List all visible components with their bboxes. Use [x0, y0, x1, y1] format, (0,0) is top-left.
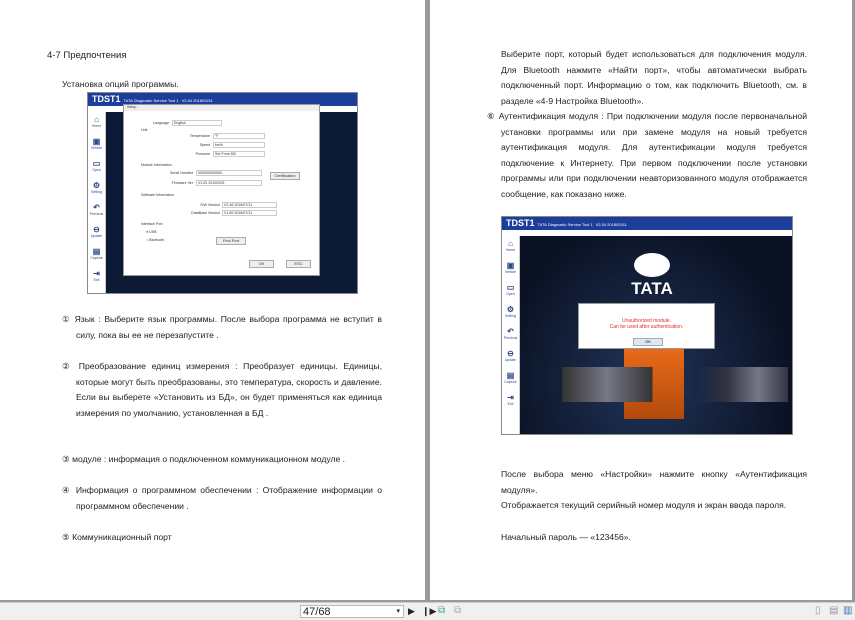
list-item: ⑥ Аутентификация модуля : При подключении модуля после первоначальной установки программы или при замене модуля на новый требуется аутентификация модуля. Для аутентификации модуля требуется подключение к Интернету. При первом подключении после установки программы или при подключении неавторизованного модуля отображается сообщение, как показано ниже. — [487, 111, 808, 199]
sidebar-item-exit[interactable]: ⇥ Exit — [93, 269, 100, 282]
pressure-select[interactable]: Set From DB — [213, 151, 265, 157]
left-page — [0, 0, 425, 600]
single-page-view-icon[interactable]: ▯ — [815, 605, 821, 616]
firmware-label: Firmware Ver — [171, 181, 193, 185]
page-number-input[interactable]: 47/68 ▾ — [300, 605, 404, 618]
app-header: TDST1 TATA Diagnostic Service Tool 1 V2.04 2018/03/11 — [502, 217, 792, 230]
two-page-view-icon[interactable]: ▥ — [843, 605, 853, 616]
temperature-label: Temperature — [189, 134, 210, 138]
db-version-value: V1.89 2018/07/11 — [222, 210, 277, 216]
speed-select[interactable]: km/h — [213, 142, 265, 148]
sidebar-item-setting[interactable]: ⚙ Setting — [505, 305, 516, 318]
sidebar-item-capture[interactable]: ▤ Capture — [504, 371, 517, 384]
sidebar-item-home[interactable]: ⌂ Home — [91, 115, 102, 128]
speed-label: Speed — [199, 143, 210, 147]
app-header: TDST1 TATA Diagnostic Service Tool 1 V2.04 2018/03/11 — [88, 93, 357, 106]
sidebar-item-exit[interactable]: ⇥ Exit — [507, 393, 514, 406]
section-heading: 4-7 Предпочтения — [47, 50, 127, 61]
interface-port-label: Interface Port — [141, 222, 163, 226]
dropdown-icon[interactable]: ▾ — [396, 608, 400, 615]
alert-message-line-1: Unauthorized module. — [622, 318, 671, 324]
language-label: Language — [153, 121, 169, 125]
after-text-2: Отображается текущий серийный номер модуля и экран ввода пароля. — [501, 500, 787, 510]
firmware-value: V1.81 2019/02/5 — [196, 180, 262, 186]
sw-version-label: S/W Version — [200, 203, 220, 207]
setup-dialog — [123, 104, 320, 276]
ok-button[interactable]: OK — [249, 260, 274, 268]
software-info-label: Software Information — [141, 193, 175, 197]
sidebar-item-capture[interactable]: ▤ Capture — [90, 247, 103, 260]
tata-logo-icon — [634, 253, 670, 277]
find-port-button[interactable]: Find Port — [216, 237, 246, 245]
sidebar-item-setting[interactable]: ⚙ Setting — [91, 181, 102, 194]
copy-icon[interactable]: ⧉ — [438, 605, 446, 616]
next-page-icon[interactable]: ▶ — [408, 606, 415, 616]
after-text-1: После выбора меню «Настройки» нажмите кнопку «Аутентификация модуля». — [501, 469, 807, 495]
serial-number-label: Serial Number — [170, 171, 193, 175]
list-item: ① Язык : Выберите язык программы. После выбора программа не вступит в силу, пока вы ее не перезапустите . — [62, 314, 382, 340]
sidebar-item-vehicle[interactable]: ▣ Vehicle — [504, 261, 517, 274]
pressure-label: Pressure — [195, 152, 210, 156]
sw-version-value: V2.46 2018/07/11 — [222, 202, 277, 208]
after-text-3: Начальный пароль — «123456». — [501, 532, 631, 542]
tata-logo-text: TATA — [631, 279, 673, 298]
right-page — [430, 0, 852, 600]
db-version-label: DataBase Version — [191, 211, 220, 215]
sidebar-item-update[interactable]: ⊖ Update — [90, 225, 103, 238]
usb-radio[interactable]: ● USB — [146, 230, 157, 234]
sidebar-item-open[interactable]: ▭ Open — [92, 159, 101, 172]
sidebar-item-previous[interactable]: ↶ Previous — [503, 327, 518, 340]
port-paragraph: Выберите порт, который будет использоваться для подключения модуля. Для Bluetooth нажмите «Найти порт», чтобы автоматически выбрать подключенный порт. Информацию о том, как подключить Bluetooth, см. в разделе «4-9 Настройка Bluetooth». — [501, 49, 807, 106]
intro-text: Установка опций программы. — [62, 79, 179, 89]
app-sidebar — [88, 112, 106, 293]
module-info-label: Module information — [141, 163, 172, 167]
sidebar-item-previous[interactable]: ↶ Previous — [89, 203, 104, 216]
alert-message-line-2: Can be used after authentication. — [609, 324, 684, 330]
sidebar-item-home[interactable]: ⌂ Home — [505, 239, 516, 252]
sidebar-item-vehicle[interactable]: ▣ Vehicle — [90, 137, 103, 150]
list-item: ③ модуле : информация о подключенном коммуникационном модуле . — [62, 454, 346, 464]
app-sidebar — [502, 236, 520, 434]
unauthorized-alert — [578, 303, 715, 349]
dialog-title: Setup — [124, 105, 319, 111]
esc-button[interactable]: ESC — [286, 260, 311, 268]
temperature-select[interactable]: °F — [213, 133, 265, 139]
paste-icon[interactable]: ⧉ — [454, 605, 462, 616]
last-page-icon[interactable]: ❙▶ — [422, 606, 437, 616]
certification-button[interactable]: Certification — [270, 172, 300, 180]
sidebar-item-update[interactable]: ⊖ Update — [504, 349, 517, 362]
list-item: ④ Информация о программном обеспечении : Отображение информации о программном обеспечении . — [62, 485, 382, 511]
serial-number-value: 000000000000 — [196, 170, 262, 176]
auth-screenshot — [501, 216, 793, 435]
list-item: ② Преобразование единиц измерения : Преобразует единицы. Единицы, которые могут быть преобразованы, это температура, скорость и давление. Если вы выберете «Установить из БД», он будет применяться как единица измерения по умолчанию, установленная в БД . — [62, 361, 382, 418]
list-item: ⑤ Коммуникационный порт — [62, 532, 172, 542]
sidebar-item-open[interactable]: ▭ Open — [506, 283, 515, 296]
bottom-toolbar — [0, 602, 855, 620]
setup-screenshot — [87, 92, 358, 294]
alert-ok-button[interactable]: OK — [633, 338, 663, 346]
bluetooth-radio[interactable]: ○ Bluetooth — [146, 238, 165, 242]
language-select[interactable]: English — [172, 120, 222, 126]
unit-label: Unit — [141, 128, 148, 132]
continuous-view-icon[interactable]: ▤ — [829, 605, 839, 616]
